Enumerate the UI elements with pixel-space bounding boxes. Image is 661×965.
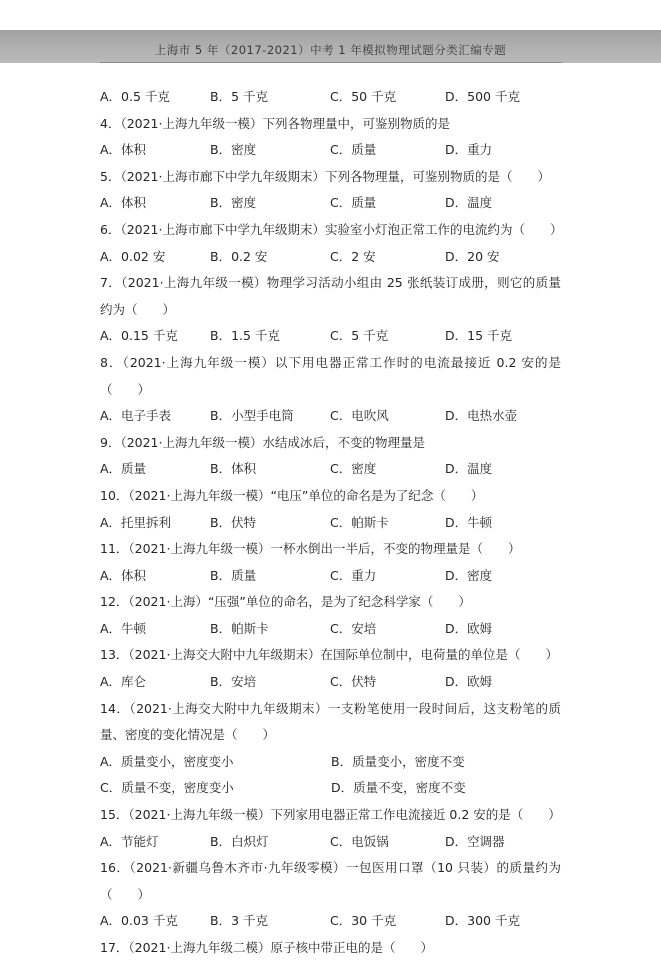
option-row (100, 908, 561, 935)
option-cell: B．体积 (210, 461, 257, 477)
option-cell: D．空调器 (445, 833, 505, 849)
option-cell: B．5 千克 (210, 89, 269, 104)
option-cell: D．500 千克 (445, 89, 520, 104)
option-cell: C．50 千克 (330, 89, 397, 104)
question-stem: 7．（2021·上海九年级一模）物理学习活动小组由 25 张纸装订成册，则它的质量约为（ ） (100, 275, 561, 317)
option-cell: A．0.5 千克 (100, 89, 170, 104)
question-stem: 5．（2021·上海市廊下中学九年级期末）下列各物理量，可鉴别物质的是（ ） (100, 168, 550, 184)
question-stem: 6．（2021·上海市廊下中学九年级期末）实验室小灯泡正常工作的电流约为（ ） (100, 221, 563, 237)
question-stem: 11．（2021·上海九年级一模）一杯水倒出一半后，不变的物理量是（ ） (100, 541, 521, 557)
option-cell: A．体积 (100, 195, 147, 211)
option-cell: D．欧姆 (445, 620, 493, 636)
question-stem: 4．（2021·上海九年级一模）下列各物理量中，可鉴别物质的是 (100, 115, 450, 131)
option-cell: C．重力 (330, 567, 377, 583)
option-cell: D．温度 (445, 195, 493, 211)
option-cell: D．欧姆 (445, 674, 493, 690)
page-header (0, 30, 661, 63)
option-row (100, 456, 561, 483)
option-cell: B．密度 (210, 142, 257, 158)
option-cell: D．20 安 (445, 248, 500, 264)
option-cell: C．质量 (330, 142, 377, 158)
option-cell: D．温度 (445, 461, 493, 477)
option-cell: B．白炽灯 (210, 833, 269, 849)
option-cell: C．2 安 (330, 248, 376, 264)
option-cell: D．牛顿 (445, 514, 493, 530)
option-cell: D．15 千克 (445, 328, 513, 344)
question-stem: 10．（2021·上海九年级一模）“电压”单位的命名是为了纪念（ ） (100, 487, 484, 503)
option-cell: D．质量不变，密度不变 (331, 780, 466, 796)
option-cell: A．质量 (100, 461, 147, 477)
option-cell: A．库仑 (100, 674, 147, 690)
option-cell: C．质量不变，密度变小 (100, 780, 234, 796)
option-cell: B．小型手电筒 (210, 408, 294, 424)
option-row (100, 84, 561, 111)
option-row (100, 137, 561, 164)
header-title: 上海市 5 年（2017-2021）中考 1 年模拟物理试题分类汇编专题 (154, 43, 507, 57)
option-cell: A．0.15 千克 (100, 328, 178, 344)
option-cell: A．节能灯 (100, 833, 159, 849)
option-cell: C．5 千克 (330, 328, 389, 344)
option-cell: B．安培 (210, 674, 257, 690)
document-body (0, 63, 661, 962)
option-cell: A．电子手表 (100, 408, 172, 424)
option-row (100, 403, 561, 430)
question-stem: 8．（2021·上海九年级一模）以下用电器正常工作时的电流最接近 0.2 安的是（ ） (100, 354, 561, 397)
option-row (100, 669, 561, 696)
option-cell: A．质量变小，密度变小 (100, 753, 234, 769)
option-cell: A．牛顿 (100, 620, 147, 636)
option-cell: D．电热水壶 (445, 408, 518, 424)
question-stem: 13．（2021·上海交大附中九年级期末）在国际单位制中，电荷量的单位是（ ） (100, 647, 558, 663)
option-cell: D．300 千克 (445, 913, 520, 929)
option-row (100, 510, 561, 537)
option-cell: A．0.02 安 (100, 248, 166, 264)
option-cell: C．电饭锅 (330, 833, 389, 849)
option-cell: B．伏特 (210, 514, 257, 530)
option-cell: A．0.03 千克 (100, 913, 178, 929)
option-row (100, 775, 561, 802)
option-cell: C．30 千克 (330, 913, 397, 929)
option-row (100, 190, 561, 217)
option-cell: C．安培 (330, 620, 377, 636)
question-stem: 9．（2021·上海九年级一模）水结成冰后，不变的物理量是 (100, 434, 425, 450)
option-cell: C．电吹风 (330, 408, 389, 424)
question-stem: 17．（2021·上海九年级二模）原子核中带正电的是（ ） (100, 940, 433, 955)
option-cell: B．密度 (210, 195, 257, 211)
question-stem: 12．（2021·上海）“压强”单位的命名，是为了纪念科学家（ ） (100, 594, 471, 610)
option-cell: B．质量 (210, 567, 257, 583)
question-stem: 16．（2021·新疆乌鲁木齐市·九年级零模）一包医用口罩（10 只装）的质量约为（ ） (100, 860, 561, 902)
option-cell: C．密度 (330, 461, 377, 477)
option-cell: B．0.2 安 (210, 248, 268, 264)
option-cell: B．帕斯卡 (210, 620, 269, 636)
option-row (100, 829, 561, 856)
option-cell: A．体积 (100, 142, 147, 158)
option-row (100, 563, 561, 590)
option-cell: C．帕斯卡 (330, 514, 389, 530)
page-header-rule (100, 39, 562, 63)
option-row (100, 749, 561, 776)
option-cell: A．体积 (100, 567, 147, 583)
option-cell: A．托里拆利 (100, 514, 172, 530)
option-row (100, 616, 561, 643)
document-page (0, 30, 661, 965)
option-cell: B．1.5 千克 (210, 328, 280, 344)
option-cell: D．重力 (445, 142, 493, 158)
question-stem: 15．（2021·上海九年级一模）下列家用电器正常工作电流接近 0.2 安的是（ ） (100, 807, 561, 823)
option-cell: B．3 千克 (210, 913, 269, 929)
option-cell: B．质量变小，密度不变 (331, 753, 465, 769)
option-cell: C．质量 (330, 195, 377, 211)
question-stem: 14．（2021·上海交大附中九年级期末）一支粉笔使用一段时间后，这支粉笔的质量、密度的变化情况是（ ） (100, 700, 561, 743)
option-row (100, 244, 561, 271)
option-cell: D．密度 (445, 567, 493, 583)
option-cell: C．伏特 (330, 674, 377, 690)
option-row (100, 323, 561, 350)
